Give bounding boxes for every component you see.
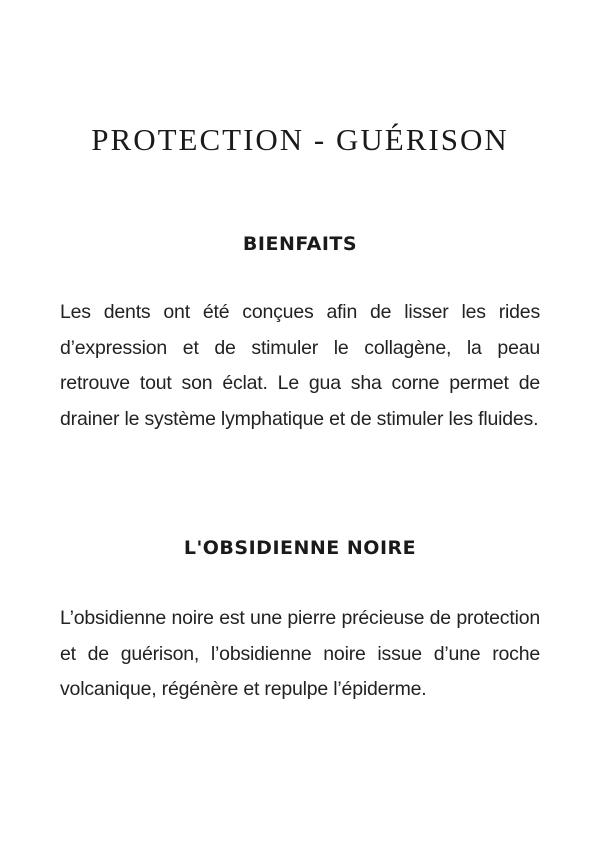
section-body-obsidienne-noire: L’obsidienne noire est une pierre précieuse de protection et de guérison, l’obsidienne noire issue d’une roche volcanique, régénère et repulpe l’épiderme.: [60, 607, 540, 700]
section-body-bienfaits: Les dents ont été conçues afin de lisser les rides d’expression et de stimuler le collagène, la peau retrouve tout son éclat. Le gua sha corne permet de drainer le système lymphatique et de stimuler les fluides.: [60, 301, 540, 430]
page-title: PROTECTION - GUÉRISON: [91, 122, 509, 157]
section-heading-bienfaits: BIENFAITS: [242, 233, 358, 255]
section-heading-obsidienne-noire: L'OBSIDIENNE NOIRE: [183, 537, 417, 559]
